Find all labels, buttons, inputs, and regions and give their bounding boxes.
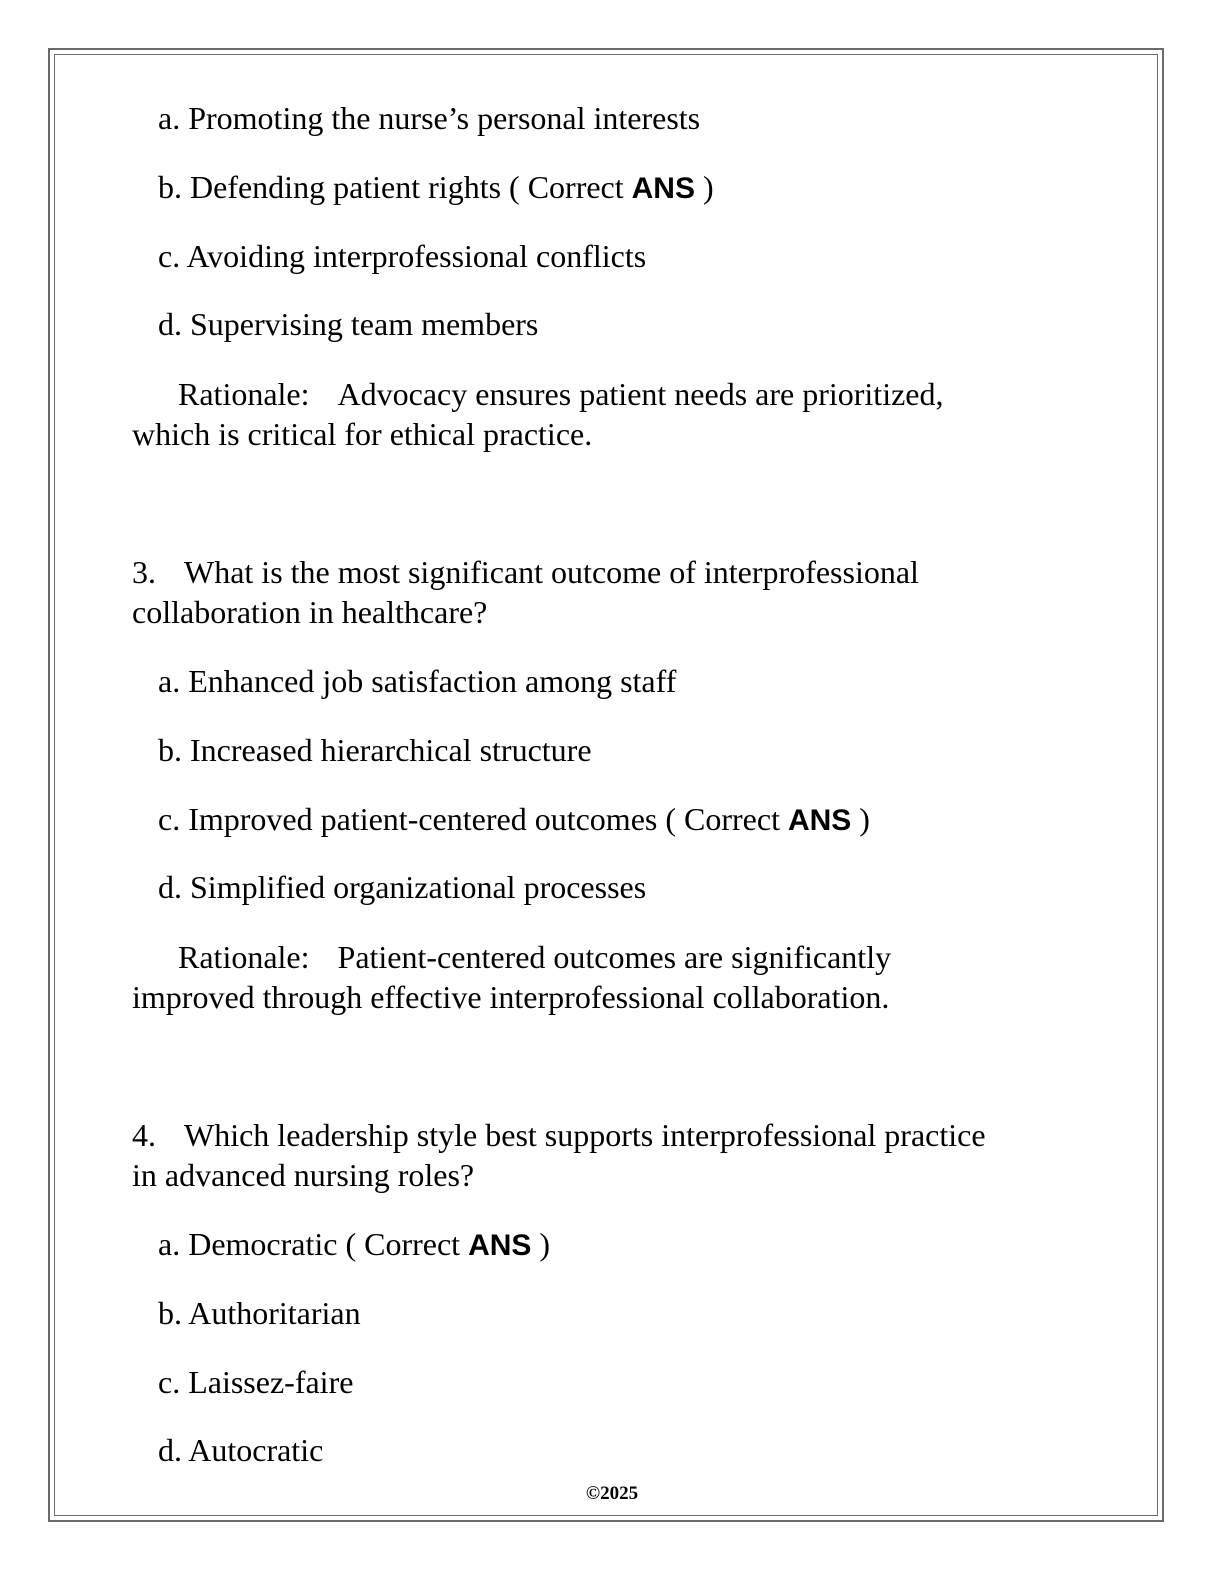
q3-option-b (158, 730, 592, 770)
q3-number: 3. (132, 554, 156, 590)
q2-option-a (158, 98, 700, 138)
q4-option-c (158, 1362, 353, 1402)
q2-rationale (132, 374, 943, 414)
q3-option-a-text: a. Enhanced job satisfaction among staff (158, 663, 677, 699)
correct-answer-close: ) (531, 1226, 551, 1262)
q3-option-b-text: b. Increased hierarchical structure (158, 732, 592, 768)
q2-option-a-text: a. Promoting the nurse’s personal interests (158, 100, 701, 136)
q2-rationale-line1: Advocacy ensures patient needs are prioritized, (337, 376, 944, 412)
q3-option-c (158, 799, 870, 841)
q3-rationale (132, 937, 891, 977)
q2-rationale-line2: which is critical for ethical practice. (132, 416, 593, 452)
q2-rationale-label: Rationale: (178, 376, 310, 412)
q2-option-d-text: d. Supervising team members (158, 306, 539, 342)
q4-option-b-text: b. Authoritarian (158, 1295, 361, 1331)
q3-option-d (158, 867, 646, 907)
q3-question (132, 552, 919, 592)
q2-option-c (158, 236, 646, 276)
q4-question (132, 1115, 986, 1155)
correct-answer-close: ) (851, 801, 870, 837)
q3-rationale-label: Rationale: (178, 939, 310, 975)
q3-option-d-text: d. Simplified organizational processes (158, 869, 647, 905)
q4-option-d (158, 1430, 323, 1470)
correct-answer-marker: ANS (787, 804, 852, 837)
correct-answer-marker: ANS (468, 1229, 532, 1262)
q2-option-b (158, 167, 714, 209)
q4-question-cont (132, 1155, 474, 1195)
q3-question-line2: collaboration in healthcare? (132, 594, 488, 630)
q3-question-line1: What is the most significant outcome of interprofessional (184, 554, 919, 590)
q4-option-b (158, 1293, 361, 1333)
q4-option-d-text: d. Autocratic (158, 1432, 324, 1468)
q3-option-c-text: c. Improved patient-centered outcomes ( Correct (158, 801, 788, 837)
q3-option-a (158, 661, 676, 701)
correct-answer-marker: ANS (631, 172, 695, 205)
correct-answer-close: ) (694, 169, 714, 205)
q3-rationale-line2: improved through effective interprofessional collaboration. (132, 979, 890, 1015)
q3-rationale-cont (132, 977, 889, 1017)
q4-question-line1: Which leadership style best supports interprofessional practice (184, 1117, 986, 1153)
q4-number: 4. (132, 1117, 156, 1153)
q2-option-d (158, 304, 538, 344)
q2-option-c-text: c. Avoiding interprofessional conflicts (158, 238, 647, 274)
q4-option-c-text: c. Laissez-faire (158, 1364, 354, 1400)
q3-rationale-line1: Patient-centered outcomes are significantly (337, 939, 892, 975)
q4-question-line2: in advanced nursing roles? (132, 1157, 475, 1193)
q3-question-cont (132, 592, 487, 632)
q4-option-a-text: a. Democratic ( Correct (158, 1226, 469, 1262)
copyright-footer: ©2025 (585, 1483, 639, 1504)
q2-rationale-cont (132, 414, 592, 454)
q2-option-b-text: b. Defending patient rights ( Correct (158, 169, 632, 205)
q4-option-a (158, 1224, 550, 1266)
